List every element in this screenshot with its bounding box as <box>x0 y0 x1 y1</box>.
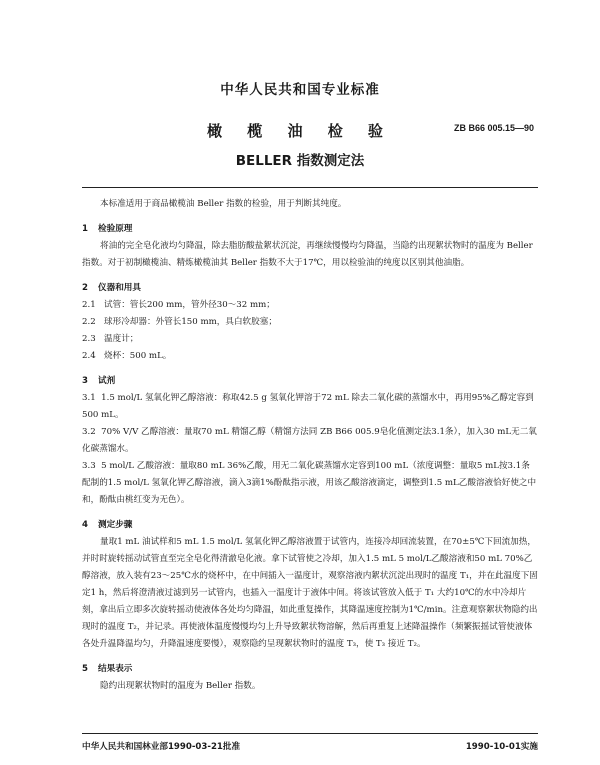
top-divider <box>82 187 538 188</box>
section-paragraph: 将油的完全皂化液均匀降温，除去脂肪酸盐絮状沉淀，再继续慢慢均匀降温，当隐约出现絮状物时的温度为 Beller 指数。对于初制橄榄油、精炼橄榄油其 Beller 指数不大于17℃，用以检验油的纯度以区别其他油脂。 <box>82 241 533 268</box>
section-number: 5 <box>82 664 88 674</box>
intro-paragraph: 本标准适用于商品橄榄油 Beller 指数的检验，用于判断其纯度。 <box>100 199 347 209</box>
section-paragraph: 量取1 mL 油试样和5 mL 1.5 mol/L 氢氧化钾乙醇溶液置于试管内，连接冷却回流装置，在70±5℃下回流加热，并时时旋转摇动试管直至完全皂化得清澈皂化液。拿下试管使之冷却，加入1.5 mL 5 mol/L乙酸溶液和50 mL 70%乙醇溶液，放入装有23～25℃水的烧杯中，在中间插入一温度计，观察溶液内絮状沉淀出现时的温度 T₁，并在此温度下固定1 h，然后将澄清液过滤到另一试管内，也插入一温度计于液体中间。将该试管放入低于 T₁ 大约10℃的水中冷却片刻，拿出后立即多次旋转摇动使液体各处均匀降温，如此重复操作，其降温速度控制为1℃/min。注意观察絮状物隐约出现时的温度 T₂，并记录。再使液体温度慢慢均匀上升导致絮状物溶解，然后再重复上述降温操作（频繁振摇试管使液体各处升温降温均匀，升降温速度要慢），观察隐约呈现絮状物时的温度 T₃，使 T₃ 接近 T₂。 <box>82 537 538 649</box>
section-heading <box>82 661 538 678</box>
item-number: 2.3 <box>82 334 96 344</box>
section-title: 结果表示 <box>98 664 133 674</box>
item-number: 2.2 <box>82 317 96 327</box>
effective-date: 1990-10-01实施 <box>465 742 538 752</box>
list-item <box>82 331 538 348</box>
standard-type-header: 中华人民共和国专业标准 <box>220 82 380 98</box>
item-text: 球形冷却器：外管长150 mm，具白软胶塞； <box>104 317 277 327</box>
item-number: 2.1 <box>82 300 96 310</box>
standard-code: ZB B66 005.15—90 <box>453 123 534 133</box>
item-text: 5 mol/L 乙酸溶液：量取80 mL 36%乙酸，用无二氧化碳蒸馏水定容到100 mL（浓度调整：量取5 mL按3.1条配制的1.5 mol/L 氢氧化钾乙醇溶液，滴入3滴1%酚酞指示液，用该乙酸溶液滴定，调整到1.5 mL乙酸溶液恰好使之中和，酚酞由桃红变为无色）。 <box>82 461 537 505</box>
reagent-item <box>82 458 538 509</box>
document-body <box>82 196 538 695</box>
item-text: 1.5 mol/L 氢氧化钾乙醇溶液：称取42.5 g 氢氧化钾溶于72 mL 除去二氧化碳的蒸馏水中，再用95%乙醇定容到500 mL。 <box>82 393 534 420</box>
list-item <box>82 348 538 365</box>
item-number: 3.1 <box>82 393 96 403</box>
reagent-item <box>82 390 538 424</box>
section-title: 仪器和用具 <box>98 283 141 293</box>
section-title: 试剂 <box>98 376 116 386</box>
section-number: 3 <box>82 376 88 386</box>
section-heading <box>82 517 538 534</box>
item-text: 烧杯：500 mL。 <box>104 351 172 361</box>
approval-info: 中华人民共和国林业部1990-03-21批准 <box>82 742 241 752</box>
section-heading <box>82 280 538 297</box>
list-item <box>82 297 538 314</box>
item-number: 3.2 <box>82 427 96 437</box>
document-subtitle: BELLER 指数测定法 <box>235 153 365 169</box>
reagent-item <box>82 424 538 458</box>
section-title: 测定步骤 <box>98 520 133 530</box>
item-text: 70% V/V 乙醇溶液：量取70 mL 精馏乙醇（精馏方法同 ZB B66 005.9皂化值测定法3.1条），加入30 mL无二氧化碳蒸馏水。 <box>82 427 537 454</box>
section-number: 4 <box>82 520 88 530</box>
document-title: 橄 榄 油 检 验 <box>207 122 393 140</box>
item-number: 2.4 <box>82 351 96 361</box>
item-text: 试管：管长200 mm，管外径30～32 mm； <box>104 300 275 310</box>
section-heading <box>82 373 538 390</box>
item-text: 温度计； <box>104 334 139 344</box>
item-number: 3.3 <box>82 461 96 471</box>
section-number: 1 <box>82 224 88 234</box>
section-title: 检验原理 <box>98 224 133 234</box>
bottom-divider <box>82 733 538 734</box>
section-heading <box>82 221 538 238</box>
section-paragraph: 隐约出现絮状物时的温度为 Beller 指数。 <box>100 681 261 691</box>
list-item <box>82 314 538 331</box>
section-number: 2 <box>82 283 88 293</box>
